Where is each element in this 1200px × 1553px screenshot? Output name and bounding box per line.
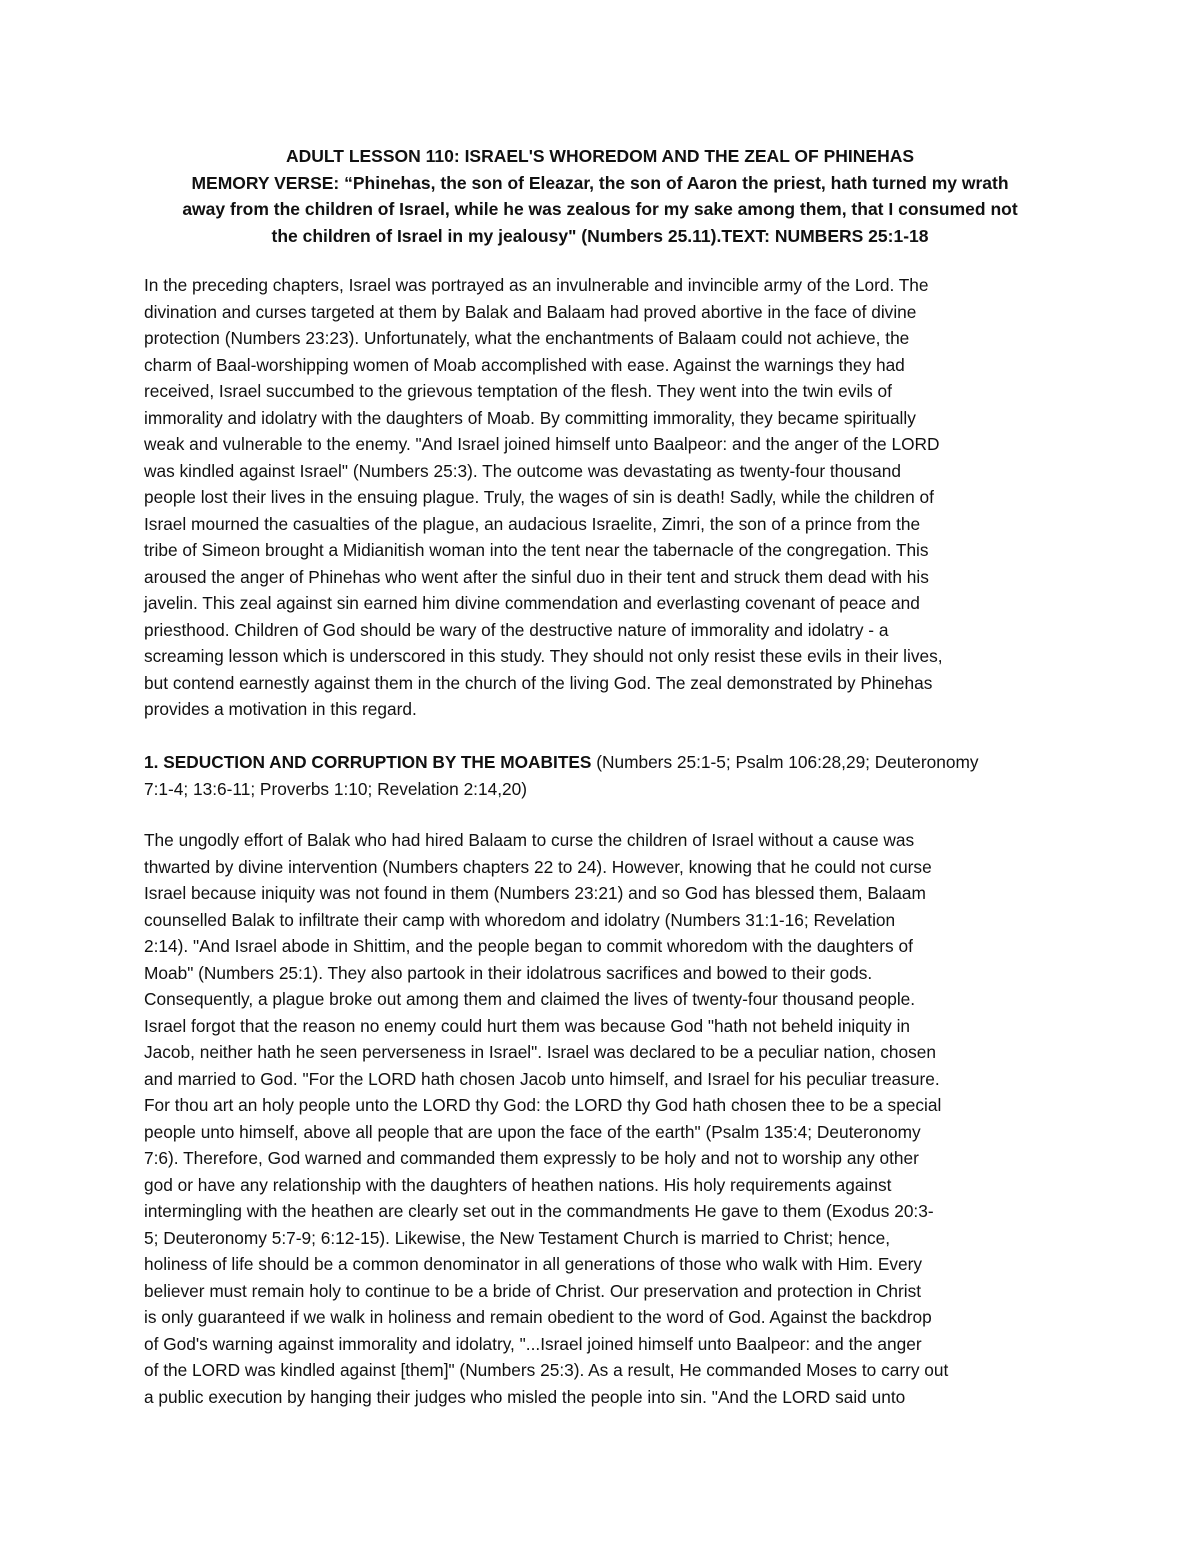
text-line: holiness of life should be a common denominator in all generations of those who walk with Him. Every (144, 1254, 923, 1274)
text-line: 7:6). Therefore, God warned and commanded them expressly to be holy and not to worship any other (144, 1148, 919, 1168)
text-line: of the LORD was kindled against [them]" (Numbers 25:3). As a result, He commanded Moses to carry out (144, 1360, 949, 1380)
text-line: believer must remain holy to continue to be a bride of Christ. Our preservation and protection in Christ (144, 1280, 922, 1301)
intro-paragraph (144, 272, 1064, 723)
section-paragraph (144, 827, 1064, 1410)
text-line: intermingling with the heathen are clearly set out in the commandments He gave to them (Exodus 20:3- (144, 1201, 934, 1221)
section-heading-line-1 (144, 749, 1064, 776)
text-line: Israel because iniquity was not found in them (Numbers 23:21) and so God has blessed them, Balaam (144, 883, 926, 903)
text-line: of God's warning against immorality and idolatry, "...Israel joined himself unto Baalpeor: and the anger (144, 1333, 922, 1354)
text-line: provides a motivation in this regard. (144, 699, 417, 719)
text-line: but contend earnestly against them in the church of the living God. The zeal demonstrated by Phinehas (144, 672, 933, 693)
text-line: people lost their lives in the ensuing plague. Truly, the wages of sin is death! Sadly, while the children of (144, 487, 934, 507)
text-line: In the preceding chapters, Israel was portrayed as an invulnerable and invincible army of the Lord. The (144, 275, 929, 295)
text-line: tribe of Simeon brought a Midianitish woman into the tent near the tabernacle of the congregation. This (144, 540, 929, 560)
text-line: Israel forgot that the reason no enemy could hurt them was because God "hath not beheld iniquity in (144, 1015, 911, 1036)
text-line: counselled Balak to infiltrate their camp with whoredom and idolatry (Numbers 31:1-16; Revelation (144, 909, 896, 930)
text-line: Jacob, neither hath he seen perverseness in Israel". Israel was declared to be a peculiar nation, chosen (144, 1042, 936, 1062)
text-line: received, Israel succumbed to the grievous temptation of the flesh. They went into the twin evils of (144, 381, 892, 401)
text-line: thwarted by divine intervention (Numbers chapters 22 to 24). However, knowing that he could not curse (144, 856, 932, 877)
lesson-header (120, 143, 1080, 249)
text-line: Moab" (Numbers 25:1). They also partook in their idolatrous sacrifices and bowed to their gods. (144, 962, 873, 983)
text-line: priesthood. Children of God should be wary of the destructive nature of immorality and idolatry - a (144, 619, 889, 640)
text-line: Consequently, a plague broke out among them and claimed the lives of twenty-four thousand people. (144, 989, 916, 1009)
text-line: weak and vulnerable to the enemy. "And Israel joined himself unto Baalpeor: and the anger of the LORD (144, 434, 940, 454)
section-references: (Numbers 25:1-5; Psalm 106:28,29; Deuteronomy (591, 752, 979, 772)
text-line: was kindled against Israel" (Numbers 25:3). The outcome was devastating as twenty-four thousand (144, 460, 901, 481)
text-line: For thou art an holy people unto the LORD thy God: the LORD thy God hath chosen thee to be a special (144, 1095, 942, 1115)
memory-verse-line-1: MEMORY VERSE: “Phinehas, the son of Eleazar, the son of Aaron the priest, hath turned my wrath (191, 172, 1009, 193)
text-line: The ungodly effort of Balak who had hired Balaam to curse the children of Israel without a cause was (144, 830, 915, 850)
text-line: javelin. This zeal against sin earned him divine commendation and everlasting covenant of peace and (144, 593, 920, 613)
section-references-line-2: 7:1-4; 13:6-11; Proverbs 1:10; Revelation 2:14,20) (144, 778, 527, 799)
memory-verse-line-3: the children of Israel in my jealousy" (Numbers 25.11).TEXT: NUMBERS 25:1-18 (271, 225, 929, 246)
section-title: 1. SEDUCTION AND CORRUPTION BY THE MOABITES (144, 752, 592, 772)
text-line: charm of Baal-worshipping women of Moab accomplished with ease. Against the warnings they had (144, 354, 905, 375)
text-line: Israel mourned the casualties of the plague, an audacious Israelite, Zimri, the son of a prince from the (144, 513, 921, 534)
text-line: people unto himself, above all people that are upon the face of the earth" (Psalm 135:4; Deuteronomy (144, 1121, 921, 1142)
section-heading (144, 749, 1064, 802)
text-line: protection (Numbers 23:23). Unfortunately, what the enchantments of Balaam could not achieve, the (144, 328, 910, 348)
memory-verse-line-2: away from the children of Israel, while he was zealous for my sake among them, that I consumed not (182, 199, 1018, 219)
text-line: 5; Deuteronomy 5:7-9; 6:12-15). Likewise, the New Testament Church is married to Christ; hence, (144, 1227, 890, 1248)
text-line: immorality and idolatry with the daughters of Moab. By committing immorality, they became spiritually (144, 407, 916, 428)
lesson-title: ADULT LESSON 110: ISRAEL'S WHOREDOM AND THE ZEAL OF PHINEHAS (285, 146, 915, 166)
text-line: aroused the anger of Phinehas who went after the sinful duo in their tent and struck them dead with his (144, 566, 929, 587)
text-line: screaming lesson which is underscored in this study. They should not only resist these evils in their lives, (144, 646, 943, 666)
text-line: god or have any relationship with the daughters of heathen nations. His holy requirements against (144, 1174, 892, 1195)
text-line: divination and curses targeted at them by Balak and Balaam had proved abortive in the face of divine (144, 301, 917, 322)
text-line: is only guaranteed if we walk in holiness and remain obedient to the word of God. Against the backdrop (144, 1307, 932, 1327)
text-line: a public execution by hanging their judges who misled the people into sin. "And the LORD said unto (144, 1386, 906, 1407)
text-line: and married to God. "For the LORD hath chosen Jacob unto himself, and Israel for his peculiar treasure. (144, 1068, 940, 1089)
text-line: 2:14). "And Israel abode in Shittim, and the people began to commit whoredom with the daughters of (144, 936, 913, 956)
